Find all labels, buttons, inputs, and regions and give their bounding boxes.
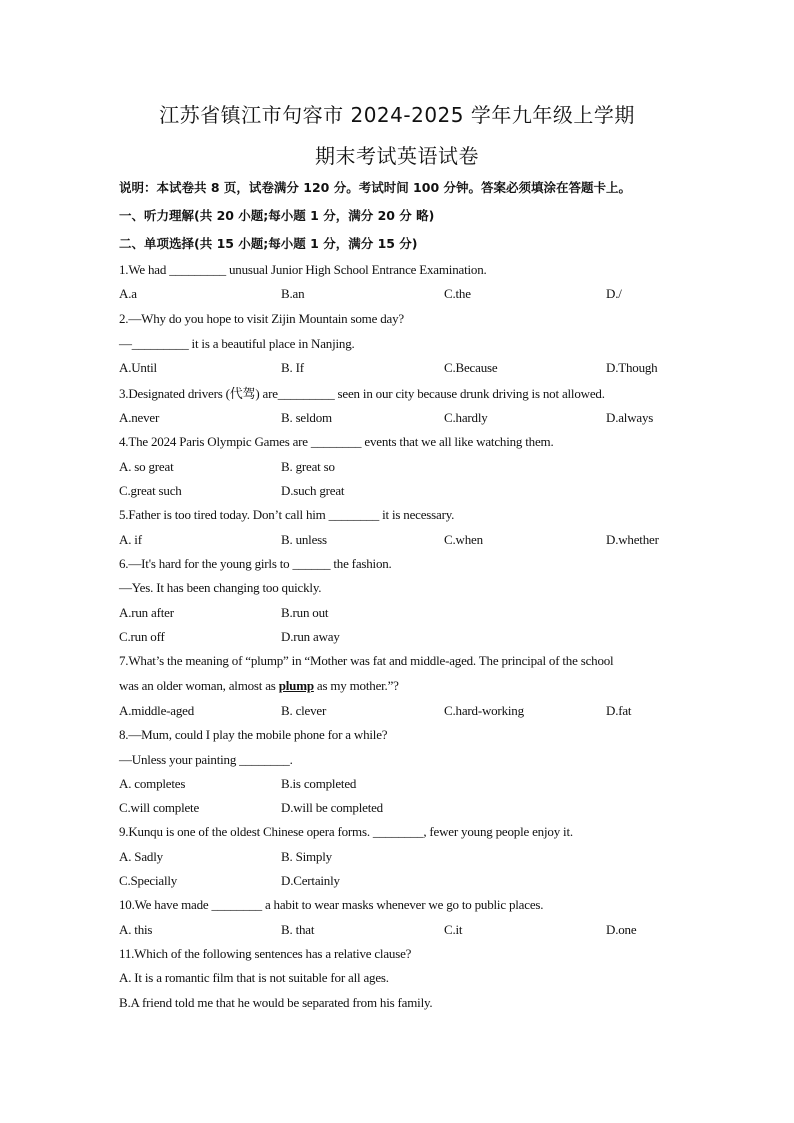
question-1-options <box>119 282 689 306</box>
question-10-option-d: D.one <box>606 921 637 937</box>
question-5-option-a: A. if <box>119 531 142 547</box>
question-7-option-c: C.hard-working <box>444 702 524 718</box>
question-4-options-row2 <box>119 479 689 503</box>
question-4-option-c: C.great such <box>119 483 182 499</box>
question-7-stem-after: as my mother.”? <box>313 678 399 694</box>
question-1-option-c: C.the <box>444 286 471 302</box>
question-3-stem: 3.Designated drivers (代驾) are_________ seen in our city because drunk driving is not allowed. <box>119 385 605 401</box>
question-1-option-a: A.a <box>119 286 137 302</box>
question-6-option-a: A.run after <box>119 604 174 620</box>
question-8-stem-reply: —Unless your painting ________. <box>119 751 293 767</box>
question-10-stem: 10.We have made ________ a habit to wear masks whenever we go to public places. <box>119 897 544 913</box>
question-4-option-d: D.such great <box>281 483 345 499</box>
question-7-stem: 7.What’s the meaning of “plump” in “Mother was fat and middle-aged. The principal of the school <box>119 653 614 669</box>
question-10-options <box>119 918 689 942</box>
question-11-option-a: A. It is a romantic film that is not suitable for all ages. <box>119 970 389 986</box>
question-8-option-a: A. completes <box>119 775 186 791</box>
section-single-choice-heading: 二、单项选择(共 15 小题;每小题 1 分，满分 15 分) <box>119 236 418 251</box>
question-1-option-d: D./ <box>606 286 622 302</box>
question-1-stem: 1.We had _________ unusual Junior High School Entrance Examination. <box>119 262 487 277</box>
question-6-stem-reply: —Yes. It has been changing too quickly. <box>119 580 322 596</box>
question-2-option-a: A.Until <box>119 360 157 376</box>
question-4-options-row1 <box>119 455 689 479</box>
question-2-stem: 2.—Why do you hope to visit Zijin Mountain some day? <box>119 310 404 326</box>
question-8-option-d: D.will be completed <box>281 800 383 816</box>
question-3-option-d: D.always <box>606 410 654 426</box>
exam-title-line1: 江苏省镇江市句容市 2024-2025 学年九年级上学期 <box>159 103 635 127</box>
question-6-option-d: D.run away <box>281 628 340 644</box>
question-9-option-d: D.Certainly <box>281 873 340 889</box>
exam-instructions: 说明：本试卷共 8 页，试卷满分 120 分。考试时间 100 分钟。答案必须填涂在答题卡上。 <box>119 180 631 195</box>
question-9-option-b: B. Simply <box>281 848 332 864</box>
question-11-stem: 11.Which of the following sentences has a relative clause? <box>119 945 412 961</box>
question-1-option-b: B.an <box>281 286 305 302</box>
question-7-option-a: A.middle-aged <box>119 702 195 718</box>
question-5-stem: 5.Father is too tired today. Don’t call him ________ it is necessary. <box>119 507 455 523</box>
question-7-stem-before: was an older woman, almost as <box>119 678 279 694</box>
question-2-option-d: D.Though <box>606 360 658 376</box>
question-9-options-row1 <box>119 845 689 869</box>
question-6-option-b: B.run out <box>281 604 329 620</box>
question-6-option-c: C.run off <box>119 628 165 644</box>
question-5-option-d: D.whether <box>606 531 659 547</box>
question-7-stem-continued <box>119 673 689 699</box>
question-6-stem: 6.—It's hard for the young girls to ______ the fashion. <box>119 555 392 571</box>
question-9-options-row2 <box>119 869 689 893</box>
question-2-stem-reply: —_________ it is a beautiful place in Nanjing. <box>119 335 355 351</box>
question-6-options-row1 <box>119 601 689 625</box>
question-5-options <box>119 528 689 552</box>
question-4-stem: 4.The 2024 Paris Olympic Games are ________ events that we all like watching them. <box>119 434 554 450</box>
question-6-options-row2 <box>119 625 689 649</box>
question-4-option-b: B. great so <box>281 458 335 474</box>
question-3-option-a: A.never <box>119 410 160 426</box>
question-10-option-c: C.it <box>444 921 463 937</box>
question-5-option-c: C.when <box>444 531 483 547</box>
question-list <box>119 258 689 1015</box>
question-8-stem: 8.—Mum, could I play the mobile phone for a while? <box>119 727 388 743</box>
question-2-options <box>119 356 689 380</box>
section-listening-heading: 一、听力理解(共 20 小题;每小题 1 分，满分 20 分 略) <box>119 208 435 223</box>
question-8-options-row1 <box>119 772 689 796</box>
question-4-option-a: A. so great <box>119 458 174 474</box>
question-8-option-c: C.will complete <box>119 800 200 816</box>
question-10-option-a: A. this <box>119 921 153 937</box>
question-8-option-b: B.is completed <box>281 775 357 791</box>
question-9-option-a: A. Sadly <box>119 848 163 864</box>
question-5-option-b: B. unless <box>281 531 327 547</box>
question-10-option-b: B. that <box>281 921 315 937</box>
question-7-options <box>119 699 689 723</box>
question-9-stem: 9.Kunqu is one of the oldest Chinese opera forms. ________, fewer young people enjoy it. <box>119 824 573 840</box>
exam-title-line2: 期末考试英语试卷 <box>315 144 479 168</box>
question-3-option-b: B. seldom <box>281 410 332 426</box>
question-11-option-b: B.A friend told me that he would be separated from his family. <box>119 994 433 1010</box>
question-3-options <box>119 406 689 430</box>
question-9-option-c: C.Specially <box>119 873 178 889</box>
question-8-options-row2 <box>119 796 689 820</box>
question-7-keyword: plump <box>278 678 314 694</box>
question-7-option-d: D.fat <box>606 702 632 718</box>
question-2-option-c: C.Because <box>444 360 498 376</box>
question-3-option-c: C.hardly <box>444 410 488 426</box>
question-7-option-b: B. clever <box>281 702 327 718</box>
question-2-option-b: B. If <box>281 360 304 376</box>
